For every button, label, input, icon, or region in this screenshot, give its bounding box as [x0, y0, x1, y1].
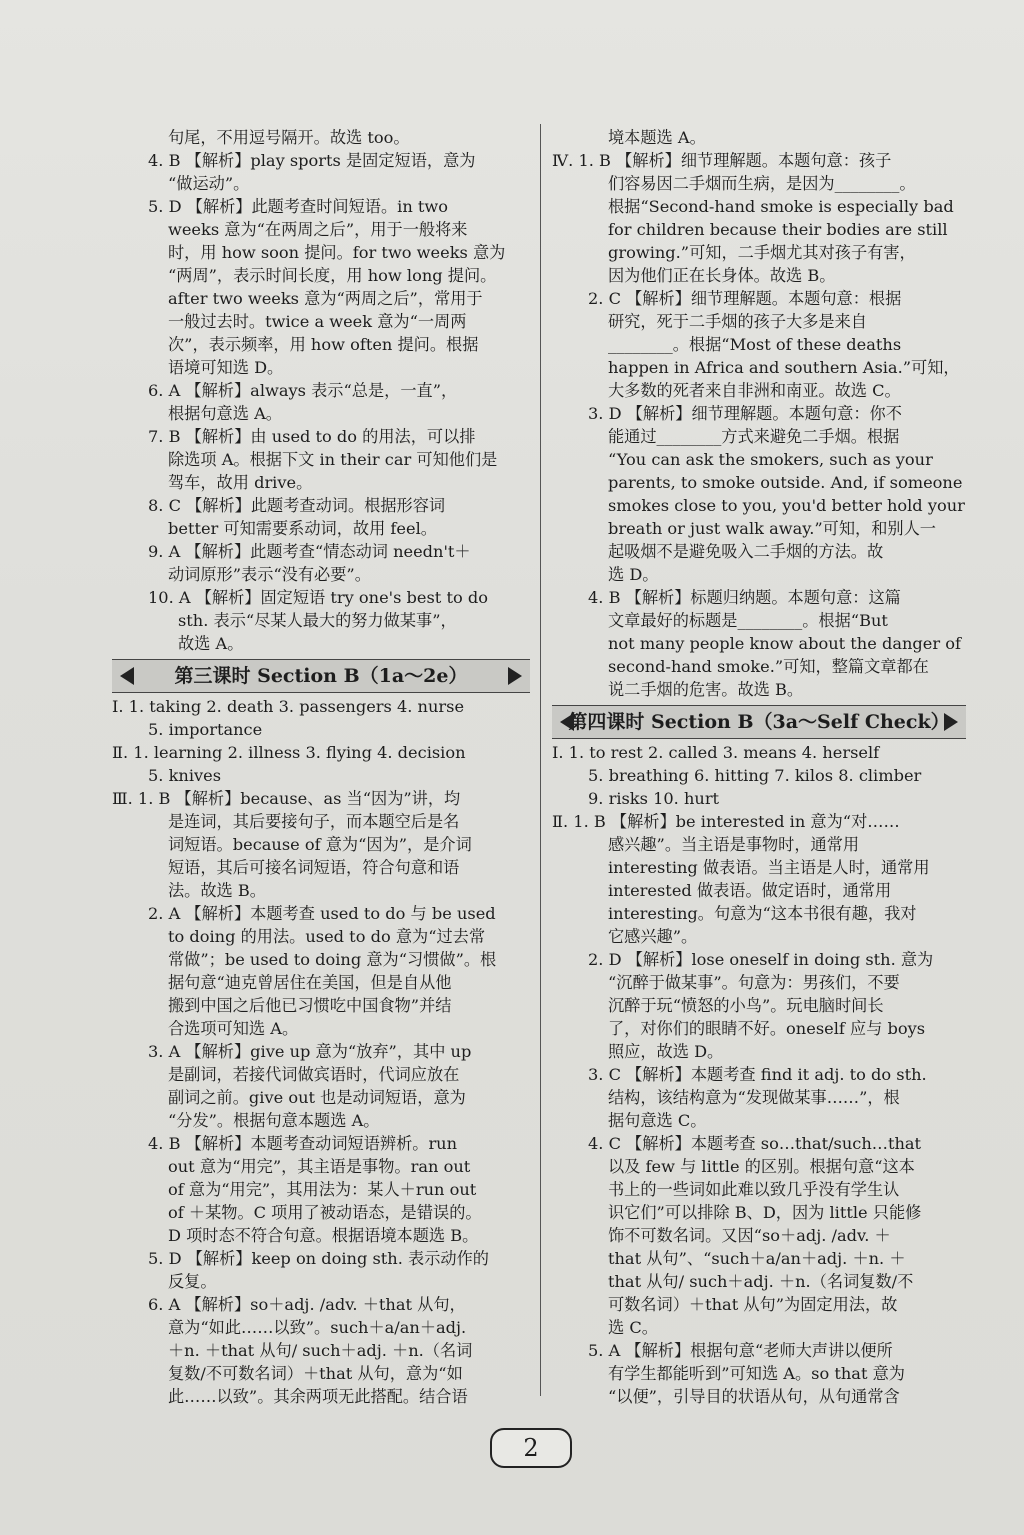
- text-line: 5. D 【解析】keep on doing sth. 表示动作的: [148, 1249, 489, 1268]
- text-line: D 项时态不符合句意。根据语境本题选 B。: [168, 1226, 479, 1245]
- text-line: 了，对你们的眼睛不好。oneself 应与 boys: [608, 1019, 926, 1038]
- text-line: 说二手烟的危害。故选 B。: [608, 680, 804, 699]
- text-line: 根据“Second-hand smoke is especially bad: [608, 197, 954, 216]
- text-line: ＋n. ＋that 从句/ such＋adj. ＋n.（名词: [168, 1341, 473, 1360]
- text-line: 意为“如此……以致”。such＋a/an＋adj.: [168, 1318, 467, 1337]
- text-line: 可数名词）＋that 从句”为固定用法，故: [608, 1295, 898, 1314]
- text-line: “分发”。根据句意本题选 A。: [168, 1111, 380, 1130]
- text-line: ________。根据“Most of these deaths: [608, 335, 902, 354]
- text-line: interested 做表语。做定语时，通常用: [608, 881, 892, 900]
- text-line: of ＋某物。C 项用了被动语态，是错误的。: [168, 1203, 482, 1222]
- text-line: 结构，该结构意为“发现做某事……”，根: [608, 1088, 900, 1107]
- text-line: 除选项 A。根据下文 in their car 可知他们是: [168, 450, 498, 469]
- section-3-title: 第三课时 Section B（1a～2e）: [174, 664, 468, 687]
- text-line: 起吸烟不是避免吸入二手烟的方法。故: [608, 542, 884, 561]
- text-line: 复数/不可数名词）＋that 从句，意为“如: [168, 1364, 463, 1383]
- section-4-heading: [552, 705, 966, 739]
- text-line: better 可知需要系动词，故用 feel。: [168, 519, 437, 538]
- text-line: 是连词，其后要接句子，而本题空后是名: [168, 812, 460, 831]
- text-line: 常做”；be used to doing 意为“习惯做”。根: [168, 950, 497, 969]
- text-line: 感兴趣”。当主语是事物时，通常用: [608, 835, 860, 854]
- text-line: 4. B 【解析】标题归纳题。本题句意：这篇: [588, 588, 901, 607]
- text-line: 7. B 【解析】由 used to do 的用法，可以排: [148, 427, 476, 446]
- text-line: 境本题选 A。: [608, 128, 706, 147]
- text-line: 2. C 【解析】细节理解题。本题句意：根据: [588, 289, 902, 308]
- text-line: 以及 few 与 little 的区别。根据句意“这本: [608, 1157, 915, 1176]
- text-line: parents, to smoke outside. And, if someone: [608, 473, 963, 492]
- text-line: that 从句/ such＋adj. ＋n.（名词复数/不: [608, 1272, 914, 1291]
- text-line: 法。故选 B。: [168, 881, 266, 900]
- text-line: 一般过去时。twice a week 意为“一周两: [168, 312, 467, 331]
- text-line: 3. C 【解析】本题考查 find it adj. to do sth.: [588, 1065, 927, 1084]
- text-line: “做运动”。: [168, 174, 250, 193]
- text-line: 6. A 【解析】so＋adj. /adv. ＋that 从句，: [148, 1295, 466, 1314]
- text-line: 次”，表示频率，用 how often 提问。根据: [168, 335, 479, 354]
- text-line: to doing 的用法。used to do 意为“过去常: [168, 927, 486, 946]
- text-line: 根据句意选 A。: [168, 404, 282, 423]
- text-line: 们容易因二手烟而生病，是因为________。: [608, 174, 916, 193]
- text-line: Ⅰ. 1. taking 2. death 3. passengers 4. nurse: [112, 697, 465, 716]
- arrow-left-icon: [560, 713, 574, 731]
- right-column: [552, 126, 966, 1408]
- text-line: “沉醉于做某事”。句意为：男孩们，不要: [608, 973, 900, 992]
- text-line: 故选 A。: [178, 634, 244, 653]
- text-line: 9. risks 10. hurt: [588, 789, 720, 808]
- text-line: 选 C。: [608, 1318, 658, 1337]
- text-line: 驾车，故用 drive。: [168, 473, 313, 492]
- text-line: 沉醉于玩“愤怒的小鸟”。玩电脑时间长: [608, 996, 884, 1015]
- text-line: 5. importance: [148, 720, 263, 739]
- text-line: 6. A 【解析】always 表示“总是，一直”，: [148, 381, 458, 400]
- text-line: 句尾，不用逗号隔开。故选 too。: [168, 128, 410, 147]
- text-line: 2. A 【解析】本题考查 used to do 与 be used: [148, 904, 496, 923]
- left-column: [112, 126, 530, 1408]
- text-line: 4. C 【解析】本题考查 so…that/such…that: [588, 1134, 922, 1153]
- text-line: Ⅳ. 1. B 【解析】细节理解题。本题句意：孩子: [552, 151, 892, 170]
- text-line: 合选项可知选 A。: [168, 1019, 299, 1038]
- text-line: 据句意“迪克曾居住在美国，但是自从他: [168, 973, 452, 992]
- text-line: 5. A 【解析】根据句意“老师大声讲以便所: [588, 1341, 893, 1360]
- text-line: 反复。: [168, 1272, 217, 1291]
- text-line: 能通过________方式来避免二手烟。根据: [608, 427, 900, 446]
- text-line: 因为他们正在长身体。故选 B。: [608, 266, 836, 285]
- text-line: 据句意选 C。: [608, 1111, 707, 1130]
- text-line: 3. A 【解析】give up 意为“放弃”，其中 up: [148, 1042, 472, 1061]
- text-line: 时，用 how soon 提问。for two weeks 意为: [168, 243, 506, 262]
- text-line: 此……以致”。其余两项无此搭配。结合语: [168, 1387, 468, 1406]
- text-line: that 从句”、“such＋a/an＋adj. ＋n. ＋: [608, 1249, 906, 1268]
- section-4-title: 第四课时 Section B（3a～Self Check）: [568, 710, 950, 733]
- text-line: Ⅰ. 1. to rest 2. called 3. means 4. herself: [552, 743, 880, 762]
- text-line: 研究，死于二手烟的孩子大多是来自: [608, 312, 867, 331]
- text-line: interesting 做表语。当主语是人时，通常用: [608, 858, 930, 877]
- text-line: sth. 表示“尽某人最大的努力做某事”，: [178, 611, 457, 630]
- text-line: of 意为“用完”，其用法为：某人＋run out: [168, 1180, 477, 1199]
- text-line: 4. B 【解析】本题考查动词短语辨析。run: [148, 1134, 458, 1153]
- arrow-right-icon: [944, 713, 958, 731]
- arrow-left-icon: [120, 667, 134, 685]
- text-line: “以便”，引导目的状语从句，从句通常含: [608, 1387, 900, 1406]
- text-line: 大多数的死者来自非洲和南亚。故选 C。: [608, 381, 901, 400]
- text-line: smokes close to you, you'd better hold your: [608, 496, 965, 515]
- text-line: 饰不可数名词。又因“so＋adj. /adv. ＋: [608, 1226, 891, 1245]
- text-line: 4. B 【解析】play sports 是固定短语，意为: [148, 151, 476, 170]
- text-line: Ⅱ. 1. B 【解析】be interested in 意为“对……: [552, 812, 900, 831]
- text-line: second-hand smoke.”可知，整篇文章都在: [608, 657, 929, 676]
- column-divider: [540, 124, 541, 1396]
- text-line: Ⅱ. 1. learning 2. illness 3. flying 4. decision: [112, 743, 466, 762]
- text-line: happen in Africa and southern Asia.”可知，: [608, 358, 960, 377]
- text-line: 语境可知选 D。: [168, 358, 284, 377]
- text-line: 5. D 【解析】此题考查时间短语。in two: [148, 197, 449, 216]
- text-line: 5. knives: [148, 766, 222, 785]
- text-line: 副词之前。give out 也是动词短语，意为: [168, 1088, 466, 1107]
- text-line: after two weeks 意为“两周之后”，常用于: [168, 289, 483, 308]
- text-line: 是副词，若接代词做宾语时，代词应放在: [168, 1065, 460, 1084]
- text-line: 书上的一些词如此难以致几乎没有学生认: [608, 1180, 900, 1199]
- text-line: breath or just walk away.”可知，和别人一: [608, 519, 936, 538]
- text-line: 3. D 【解析】细节理解题。本题句意：你不: [588, 404, 902, 423]
- arrow-right-icon: [508, 667, 522, 685]
- text-line: “You can ask the smokers, such as your: [608, 450, 933, 469]
- text-line: 8. C 【解析】此题考查动词。根据形容词: [148, 496, 446, 515]
- text-line: 5. breathing 6. hitting 7. kilos 8. climber: [588, 766, 922, 785]
- text-line: Ⅲ. 1. B 【解析】because、as 当“因为”讲，均: [112, 789, 461, 808]
- text-line: 文章最好的标题是________。根据“But: [608, 611, 888, 630]
- text-line: 2. D 【解析】lose oneself in doing sth. 意为: [588, 950, 934, 969]
- text-line: for children because their bodies are still: [608, 220, 948, 239]
- text-line: “两周”，表示时间长度，用 how long 提问。: [168, 266, 497, 285]
- text-line: 有学生都能听到”可知选 A。so that 意为: [608, 1364, 905, 1383]
- text-line: 选 D。: [608, 565, 659, 584]
- text-line: 它感兴趣”。: [608, 927, 698, 946]
- text-line: 动词原形”表示“没有必要”。: [168, 565, 371, 584]
- text-line: growing.”可知，二手烟尤其对孩子有害，: [608, 243, 916, 262]
- text-line: weeks 意为“在两周之后”，用于一般将来: [168, 220, 468, 239]
- text-line: 10. A 【解析】固定短语 try one's best to do: [148, 588, 488, 607]
- text-line: interesting。句意为“这本书很有趣，我对: [608, 904, 917, 923]
- text-line: 9. A 【解析】此题考查“情态动词 needn't＋: [148, 542, 471, 561]
- text-line: 识它们”可以排除 B、D，因为 little 只能修: [608, 1203, 922, 1222]
- page-number: 2: [490, 1428, 572, 1468]
- text-line: 照应，故选 D。: [608, 1042, 724, 1061]
- text-line: not many people know about the danger of: [608, 634, 961, 653]
- text-line: 搬到中国之后他已习惯吃中国食物”并结: [168, 996, 452, 1015]
- text-line: 词短语。because of 意为“因为”，是介词: [168, 835, 472, 854]
- text-line: out 意为“用完”，其主语是事物。ran out: [168, 1157, 471, 1176]
- section-3-heading: [112, 659, 530, 693]
- text-line: 短语，其后可接名词短语，符合句意和语: [168, 858, 460, 877]
